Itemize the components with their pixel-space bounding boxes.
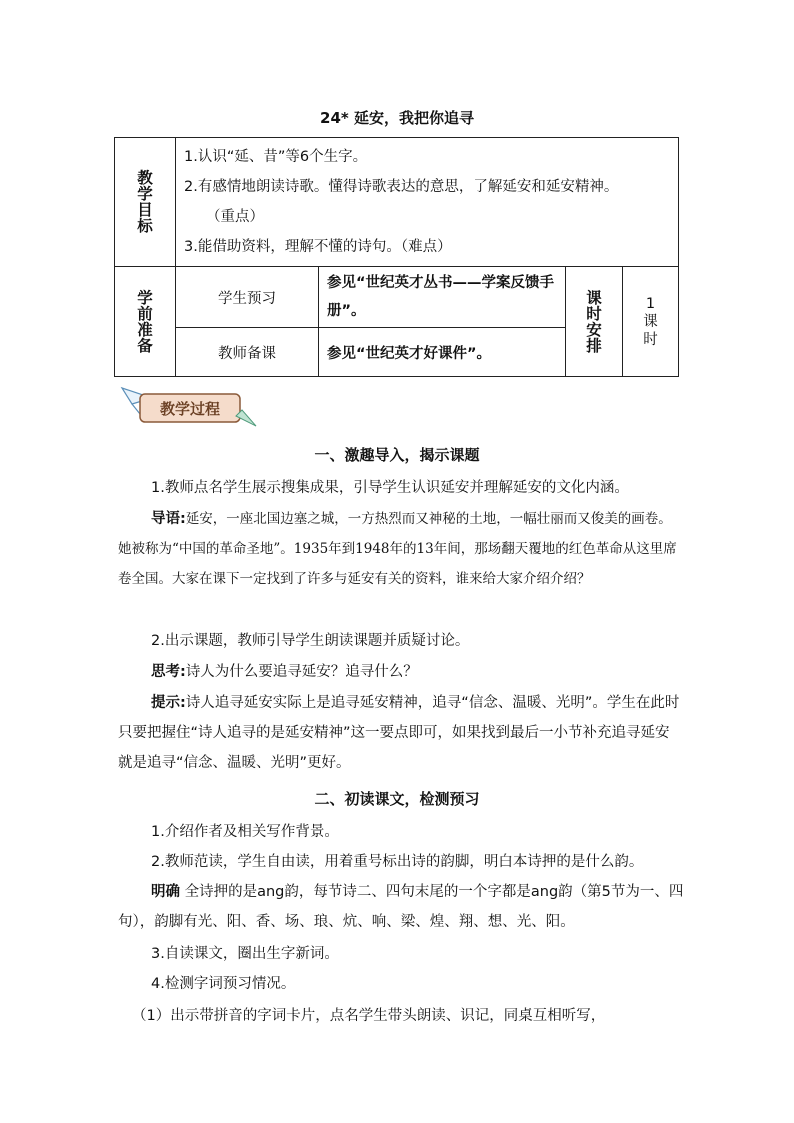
clarify-text: 全诗押的是ang韵，每节诗二、四句末尾的一个字都是ang韵（第5节为一、四句），韵脚有光、阳、香、场、琅、炕、响、梁、煌、翔、想、光、阳。: [118, 884, 684, 930]
goals-cell: [176, 138, 679, 267]
paragraph: 1.教师点名学生展示搜集成果，引导学生认识延安并理解延安的文化内涵。: [151, 480, 629, 496]
goal-item: 1.认识“延、昔”等6个生字。: [184, 149, 368, 165]
hint-text: 诗人追寻延安实际上是追寻延安精神，追寻“信念、温暖、光明”。学生在此时只要把握住“诗人追寻的是延安精神”这一要点即可，如果找到最后一小节补充追寻延安就是追寻“信念、温暖、光明”更好。: [118, 695, 680, 771]
lesson-plan-table: [114, 137, 679, 377]
goal-item: 2.有感情地朗读诗歌。懂得诗歌表达的意思，了解延安和延安精神。: [184, 179, 619, 195]
think-text: 诗人为什么要追寻延安？追寻什么？: [185, 664, 418, 680]
paragraph: 2.教师范读，学生自由读，用着重号标出诗的韵脚，明白本诗押的是什么韵。: [151, 854, 644, 870]
schedule-header: 课 时 安 排: [566, 267, 623, 377]
paragraph: 1.介绍作者及相关写作背景。: [151, 824, 339, 840]
teacher-prep-value: 参见“世纪英才好课件”。: [319, 328, 566, 377]
paragraph: 4.检测字词预习情况。: [151, 976, 296, 992]
prep-header: 学 前 准 备: [115, 267, 176, 377]
teaching-process-badge: [118, 380, 258, 436]
hint-label: 提示:: [151, 695, 186, 711]
think-paragraph: [118, 657, 684, 687]
student-prep-label: 学生预习: [176, 267, 319, 328]
intro-paragraph: [118, 504, 684, 594]
section2-heading: 二、初读课文，检测预习: [314, 790, 480, 808]
student-prep-value: 参见“世纪英才丛书——学案反馈手册”。: [319, 267, 566, 328]
paragraph: （1）出示带拼音的字词卡片，点名学生带头朗读、识记，同桌互相听写，: [132, 1008, 606, 1024]
intro-text: 延安，一座北国边塞之城，一方热烈而又神秘的土地，一幅壮丽而又俊美的画卷。她被称为“中国的革命圣地”。1935年到1948年的13年间，那场翻天覆地的红色革命从这里席卷全国。大家在课下一定找到了许多与延安有关的资料，谁来给大家介绍介绍？: [118, 511, 677, 587]
think-label: 思考:: [151, 664, 186, 680]
goal-item: 3.能借助资料，理解不懂的诗句。（难点）: [184, 239, 452, 255]
intro-label: 导语:: [151, 511, 186, 527]
paragraph: 3.自读课文，圈出生字新词。: [151, 946, 339, 962]
schedule-value: 1 课 时: [623, 267, 679, 377]
goals-header: 教 学 目 标: [115, 138, 176, 267]
teacher-prep-label: 教师备课: [176, 328, 319, 377]
paragraph: 2.出示课题，教师引导学生朗读课题并质疑讨论。: [151, 633, 470, 649]
badge-label: 教学过程: [159, 400, 221, 418]
hint-paragraph: [118, 688, 684, 778]
section1-heading: 一、激趣导入，揭示课题: [314, 446, 480, 464]
goal-item: （重点）: [206, 209, 264, 225]
clarify-label: 明确: [151, 884, 180, 900]
page-title: 24* 延安，我把你追寻: [320, 109, 474, 127]
clarify-paragraph: [118, 877, 684, 937]
